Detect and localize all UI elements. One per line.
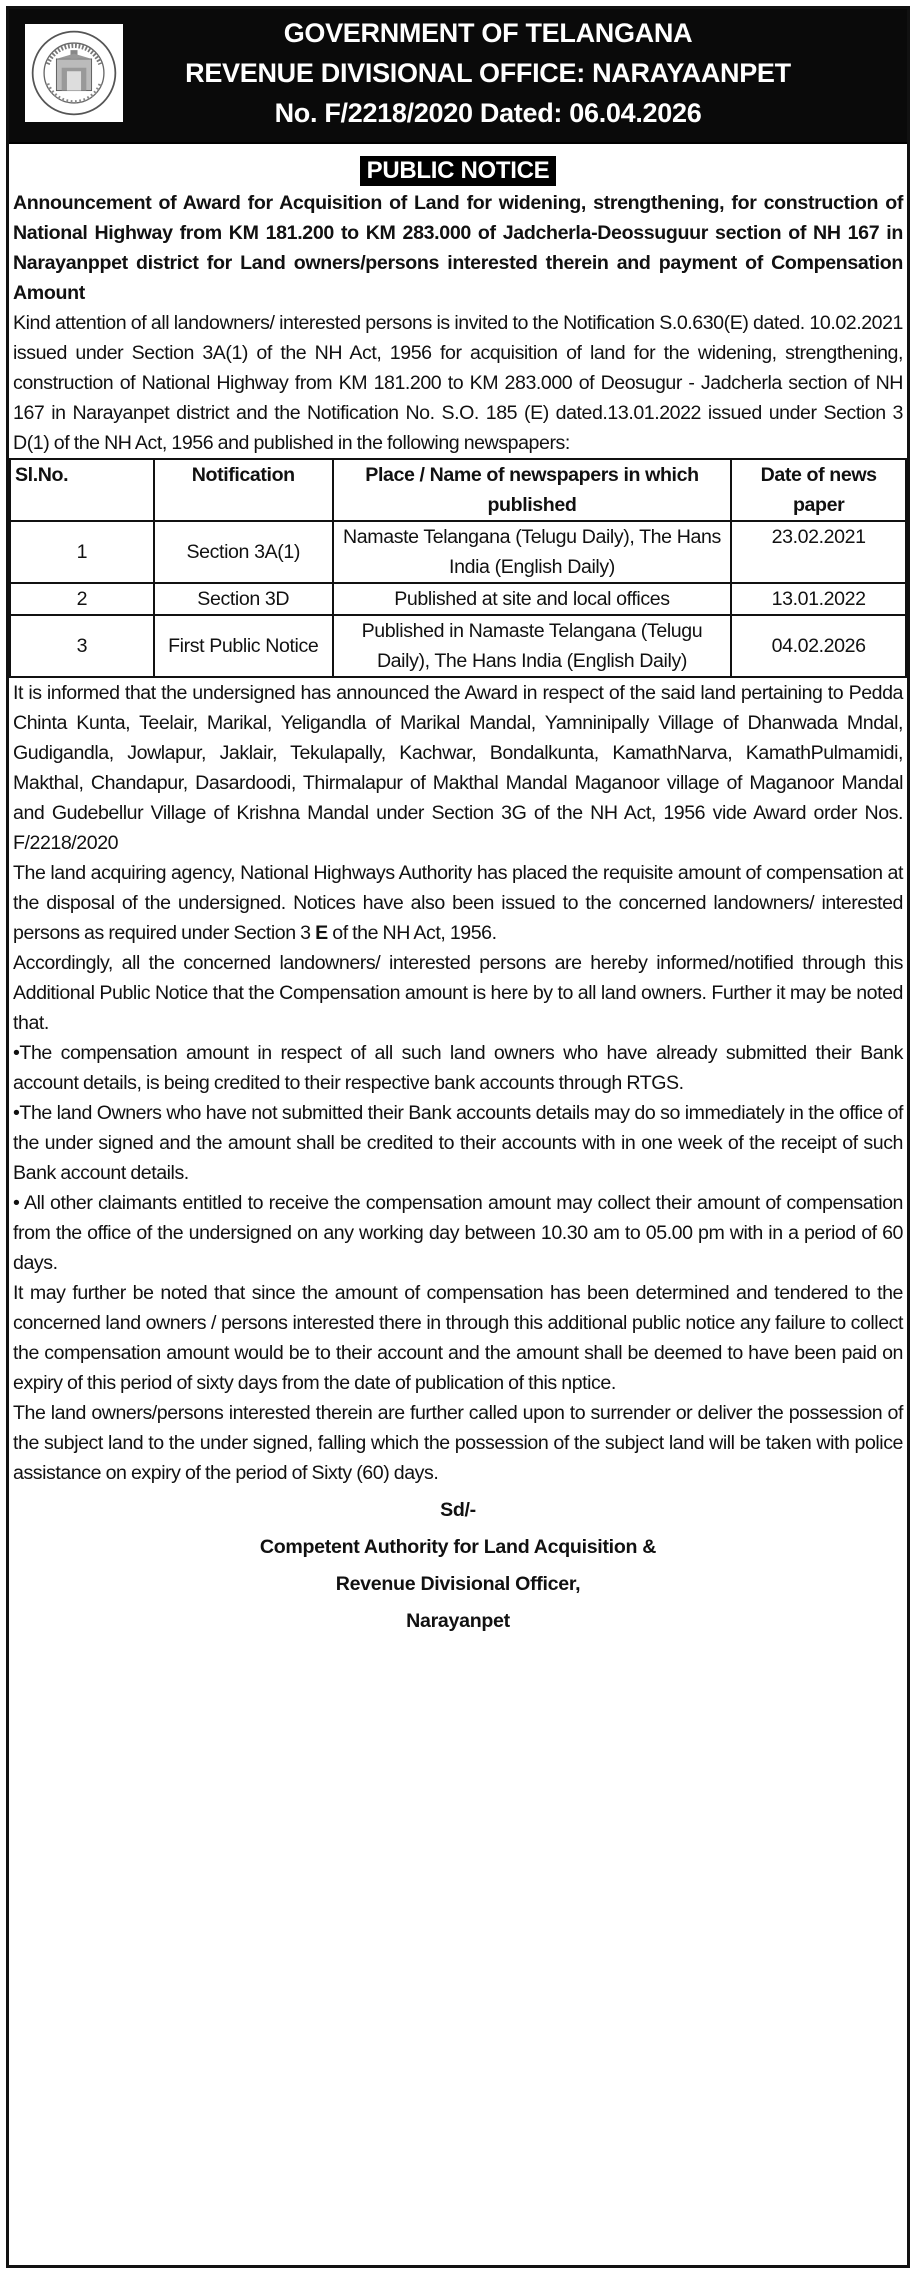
notice-body: [9, 156, 907, 1640]
bullet-item: [13, 1038, 903, 1098]
bullet-item: [13, 1188, 903, 1278]
notice-header: [9, 9, 907, 144]
table-header-row: [10, 459, 906, 521]
award-paragraph: It is informed that the undersigned has announced the Award in respect of the said land pertaining to Pedda Chinta Kunta, Teelair, Marikal, Yeligandla of Marikal Mandal, Yamninipally Village of Dhanwada Mndal, Gudigandla, Jowlapur, Jaklair, Tekulapally, Kachwar, Bondalkunta, KamathNarva, KamathPulmamidi, Makthal, Chandapur, Dasardoodi, Thirmalapur of Makthal Mandal Maganoor village of Maganoor Mandal and Gudebellur Village of Krishna Mandal under Section 3G of the NH Act, 1956 vide Award order Nos. F/2218/2020: [13, 682, 903, 854]
agency-paragraph: [13, 858, 903, 948]
signature-sd: Sd/-: [440, 1499, 476, 1521]
cell-notification: Section 3A(1): [154, 521, 333, 583]
agency-section-letter: E: [315, 922, 328, 944]
bullet-text: The land Owners who have not submitted their Bank accounts details may do so immediately in the office of the under signed and the amount shall be credited to their accounts with in one week of the receipt of such Bank account details.: [13, 1102, 903, 1184]
header-notification: Notification: [154, 459, 333, 521]
cell-sl-no: 2: [10, 583, 154, 615]
bullet-text: All other claimants entitled to receive the compensation amount may collect their amount of compensation from the office of the undersigned on any working day between 10.30 am to 05.00 pm with in a period of 60 days.: [13, 1192, 903, 1274]
cell-place: Published in Namaste Telangana (Telugu Daily), The Hans India (English Daily): [333, 615, 732, 677]
office-title: REVENUE DIVISIONAL OFFICE: NARAYAANPET: [185, 58, 791, 88]
public-notice-badge: PUBLIC NOTICE: [360, 156, 557, 186]
reference-number-date: No. F/2218/2020 Dated: 06.04.2026: [274, 98, 702, 128]
table-row: [10, 615, 906, 677]
intro-paragraph: Kind attention of all landowners/ interested persons is invited to the Notification S.0.630(E) dated. 10.02.2021 issued under Section 3A(1) of the NH Act, 1956 for acquisition of land for the widening, strengthening, construction of National Highway from KM 181.200 to KM 283.000 of Deosugur - Jadcherla section of NH 167 in Narayanpet district and the Notification No. S.O. 185 (E) dated.13.01.2022 issued under Section 3 D(1) of the NH Act, 1956 and published in the following newspapers:: [13, 312, 903, 454]
cell-notification: Section 3D: [154, 583, 333, 615]
public-notice-document: [6, 6, 910, 2268]
cell-sl-no: 1: [10, 521, 154, 583]
cell-date: 04.02.2026: [731, 615, 906, 677]
table-row: [10, 521, 906, 583]
cell-sl-no: 3: [10, 615, 154, 677]
notification-table: [9, 458, 907, 678]
agency-text-part2: of the NH Act, 1956.: [327, 922, 497, 944]
bullet-text: The compensation amount in respect of all such land owners who have already submitted their Bank account details, is being credited to their respective bank accounts through RTGS.: [13, 1042, 903, 1094]
bullet-item: [13, 1098, 903, 1188]
notice-subject: Announcement of Award for Acquisition of Land for widening, strengthening, for construction of National Highway from KM 181.200 to KM 283.000 of Jadcherla-Deossuguur section of NH 167 in Narayanppet district for Land owners/persons interested therein and payment of Compensation Amount: [13, 192, 903, 304]
header-place: Place / Name of newspapers in which published: [333, 459, 732, 521]
cell-date: 23.02.2021: [731, 521, 906, 583]
government-title: GOVERNMENT OF TELANGANA: [283, 18, 693, 48]
cell-notification: First Public Notice: [154, 615, 333, 677]
agency-text-part1: The land acquiring agency, National Highways Authority has placed the requisite amount of compensation at the disposal of the undersigned. Notices have also been issued to the concerned landowners/ interested persons as required under Section 3: [13, 862, 903, 944]
accordingly-paragraph: Accordingly, all the concerned landowners/ interested persons are hereby informed/notified through this Additional Public Notice that the Compensation amount is here by to all land owners. Further it may be noted that.: [13, 952, 903, 1034]
table-row: [10, 583, 906, 615]
signature-block: [13, 1492, 903, 1640]
signature-location: Narayanpet: [406, 1610, 510, 1632]
header-sl-no: Sl.No.: [10, 459, 154, 521]
cell-date: 13.01.2022: [731, 583, 906, 615]
signature-authority: Competent Authority for Land Acquisition &: [259, 1536, 657, 1558]
further-note-paragraph: It may further be noted that since the amount of compensation has been determined and tendered to the concerned land owners / persons interested there in through this additional public notice any failure to collect the compensation amount would be to their account and the amount shall be deemed to have been paid on expiry of this period of sixty days from the date of publication of this nptice.: [13, 1282, 903, 1394]
cell-place: Published at site and local offices: [333, 583, 732, 615]
signature-designation: Revenue Divisional Officer,: [335, 1573, 581, 1595]
cell-place: Namaste Telangana (Telugu Daily), The Hans India (English Daily): [333, 521, 732, 583]
surrender-paragraph: The land owners/persons interested therein are further called upon to surrender or deliver the possession of the subject land to the under signed, falling which the possession of the subject land will be taken with police assistance on expiry of the period of Sixty (60) days.: [13, 1402, 903, 1484]
header-date: Date of news paper: [731, 459, 906, 521]
